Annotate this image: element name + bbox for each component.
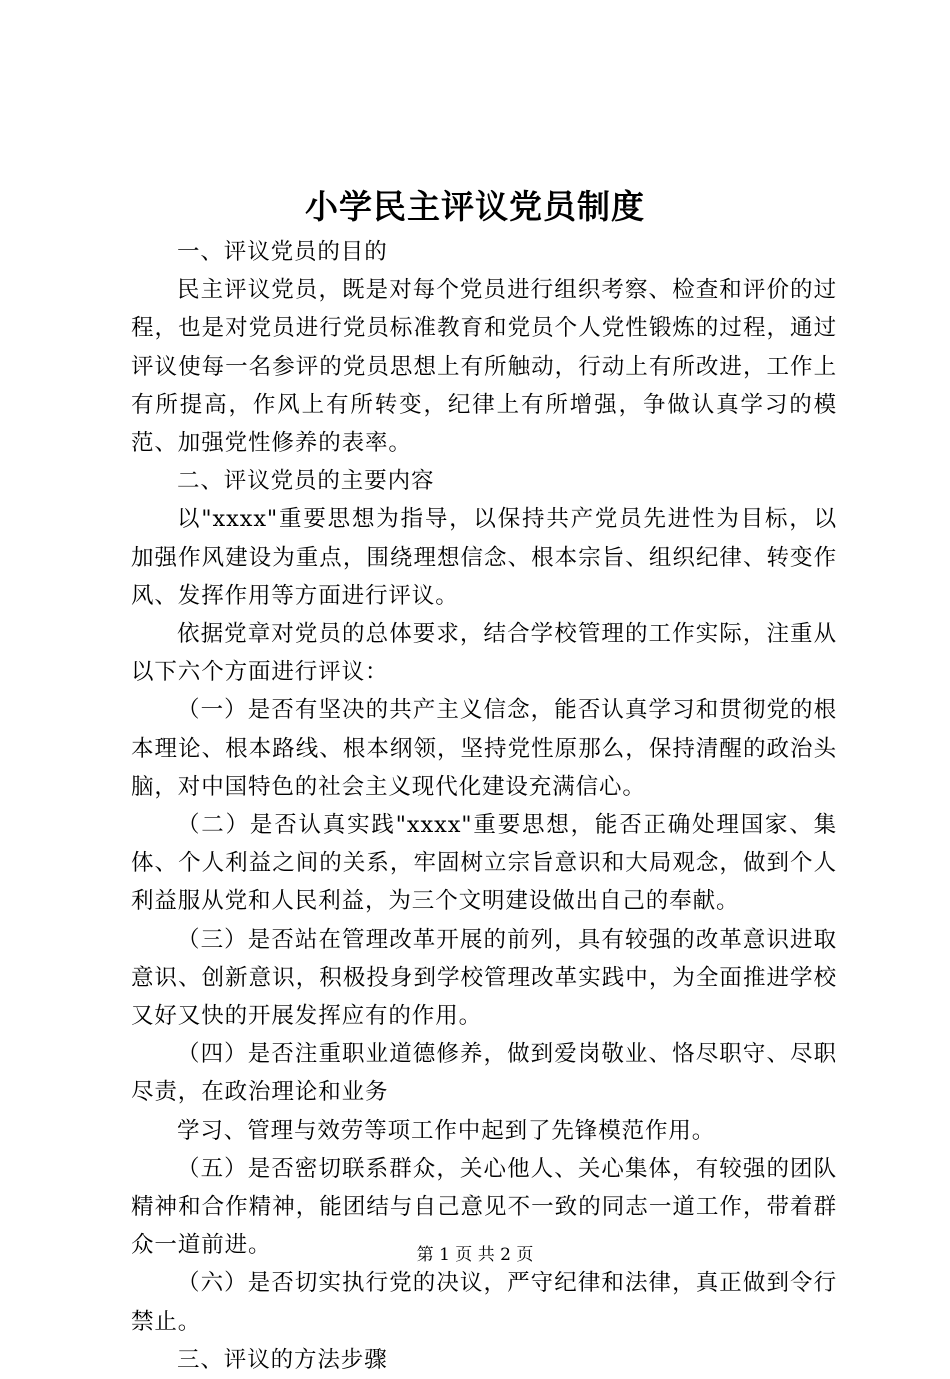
section-heading-purpose: 一、评议党员的目的 [177, 239, 388, 265]
list-item-5: （五）是否密切联系群众，关心他人、关心集体，有较强的团队精神和合作精神，能团结与自己意见不一致的同志一道工作，带着群众一道前进。 [131, 1155, 837, 1259]
paragraph-purpose: 民主评议党员，既是对每个党员进行组织考察、检查和评价的过程，也是对党员进行党员标准教育和党员个人党性锻炼的过程，通过评议使每一名参评的党员思想上有所触动，行动上有所改进，工作上有所提高，作风上有所转变，纪律上有所增强，争做认真学习的模范、加强党性修养的表率。 [131, 277, 837, 457]
list-item-4-continued: 学习、管理与效劳等项工作中起到了先锋模范作用。 [177, 1117, 716, 1144]
list-item-3: （三）是否站在管理改革开展的前列，具有较强的改革意识进取意识、创新意识，积极投身到学校管理改革实践中，为全面推进学校又好又快的开展发挥应有的作用。 [131, 926, 837, 1030]
document-body [131, 233, 837, 1379]
document-title: 小学民主评议党员制度 [305, 187, 645, 226]
list-item-2: （二）是否认真实践"xxxx"重要思想，能否正确处理国家、集体、个人利益之间的关系，牢固树立宗旨意识和大局观念，做到个人利益服从党和人民利益，为三个文明建设做出自己的奉献。 [131, 812, 837, 915]
paragraph-six-aspects-intro: 依据党章对党员的总体要求，结合学校管理的工作实际，注重从以下六个方面进行评议： [131, 621, 837, 686]
section-heading-methods: 三、评议的方法步骤 [177, 1346, 388, 1373]
list-item-1: （一）是否有坚决的共产主义信念，能否认真学习和贯彻党的根本理论、根本路线、根本纲领，坚持党性原那么，保持清醒的政治头脑，对中国特色的社会主义现代化建设充满信心。 [131, 697, 837, 800]
paragraph-guiding-thought: 以"xxxx"重要思想为指导，以保持共产党员先进性为目标，以加强作风建设为重点，围绕理想信念、根本宗旨、组织纪律、转变作风、发挥作用等方面进行评议。 [131, 506, 837, 609]
section-heading-content: 二、评议党员的主要内容 [177, 468, 435, 495]
list-item-4: （四）是否注重职业道德修养，做到爱岗敬业、恪尽职守、尽职尽责，在政治理论和业务 [131, 1041, 837, 1106]
list-item-6: （六）是否切实执行党的决议，严守纪律和法律，真正做到令行禁止。 [131, 1270, 837, 1335]
page-footer: 第 1 页 共 2 页 [416, 1245, 534, 1265]
